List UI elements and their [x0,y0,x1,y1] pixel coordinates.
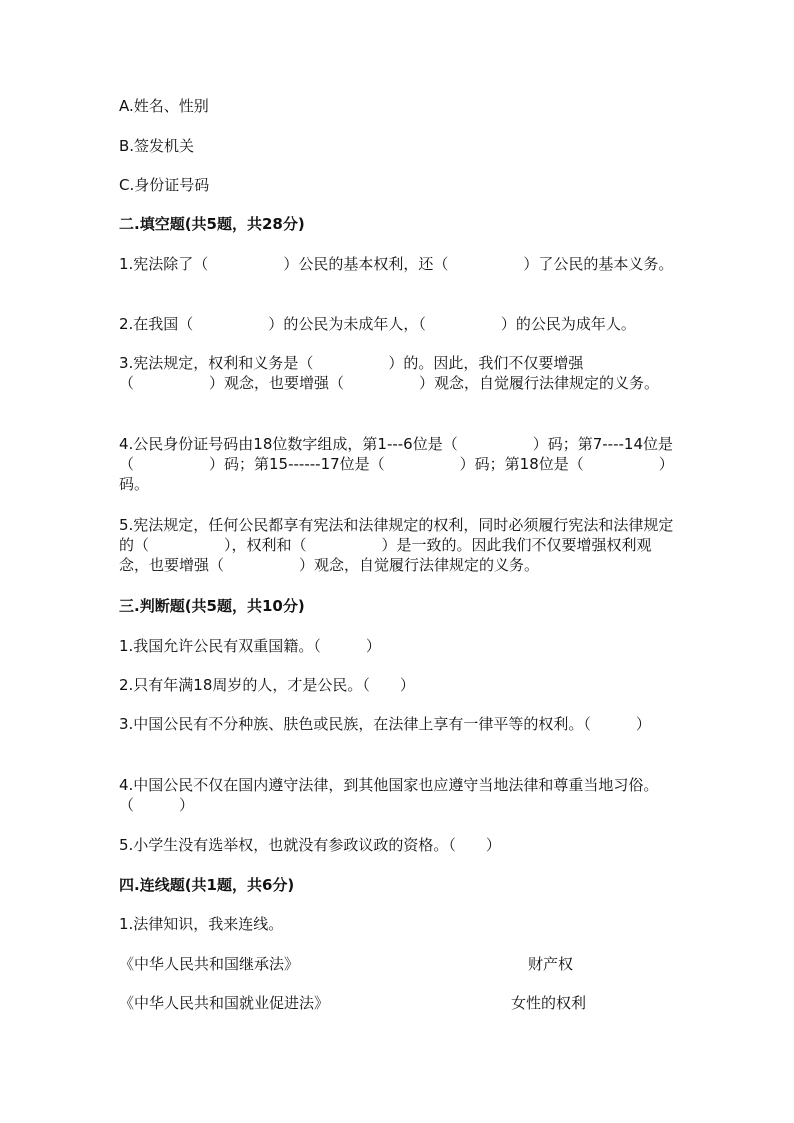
judge-section-title: 三.判断题(共5题，共10分) [119,597,305,615]
option-b: B.签发机关 [119,137,195,155]
match-left-item-2: 《中华人民共和国就业促进法》 [119,994,330,1012]
match-right-item-1: 财产权 [528,955,574,973]
fill-question-1: 1.宪法除了（ ）公民的基本权利，还（ ）了公民的基本义务。 [119,255,674,273]
match-question: 1.法律知识，我来连线。 [119,915,284,933]
judge-question-3: 3.中国公民有不分种族、肤色或民族，在法律上享有一律平等的权利。（ ） [119,715,651,733]
option-a: A.姓名、性别 [119,97,209,115]
judge-question-2: 2.只有年满18周岁的人，才是公民。（ ） [119,676,415,694]
match-left-item-1: 《中华人民共和国继承法》 [119,955,300,973]
judge-question-1: 1.我国允许公民有双重国籍。（ ） [119,637,381,655]
option-c: C.身份证号码 [119,176,210,194]
match-section-title: 四.连线题(共1题，共6分) [119,876,295,894]
fill-section-title: 二.填空题(共5题，共28分) [119,215,305,233]
fill-question-5: 5.宪法规定，任何公民都享有宪法和法律规定的权利，同时必须履行宪法和法律规定的（ ），权利和（ ）是一致的。因此我们不仅要增强权利观念，也要增强（ ）观念，自觉履行法律规定的义务。 [119,516,674,574]
fill-question-4: 4.公民身份证号码由18位数字组成，第1---6位是（ ）码；第7----14位是（ ）码；第15------17位是（ ）码；第18位是（ ）码。 [119,435,674,493]
judge-question-4: 4.中国公民不仅在国内遵守法律，到其他国家也应遵守当地法律和尊重当地习俗。（ ） [119,776,659,814]
fill-question-2: 2.在我国（ ）的公民为未成年人，（ ）的公民为成年人。 [119,315,636,333]
fill-question-3: 3.宪法规定，权利和义务是（ ）的。因此，我们不仅要增强（ ）观念，也要增强（ ）观念，自觉履行法律规定的义务。 [119,354,660,392]
judge-question-5: 5.小学生没有选举权，也就没有参政议政的资格。（ ） [119,836,501,854]
match-right-item-2: 女性的权利 [511,994,587,1012]
